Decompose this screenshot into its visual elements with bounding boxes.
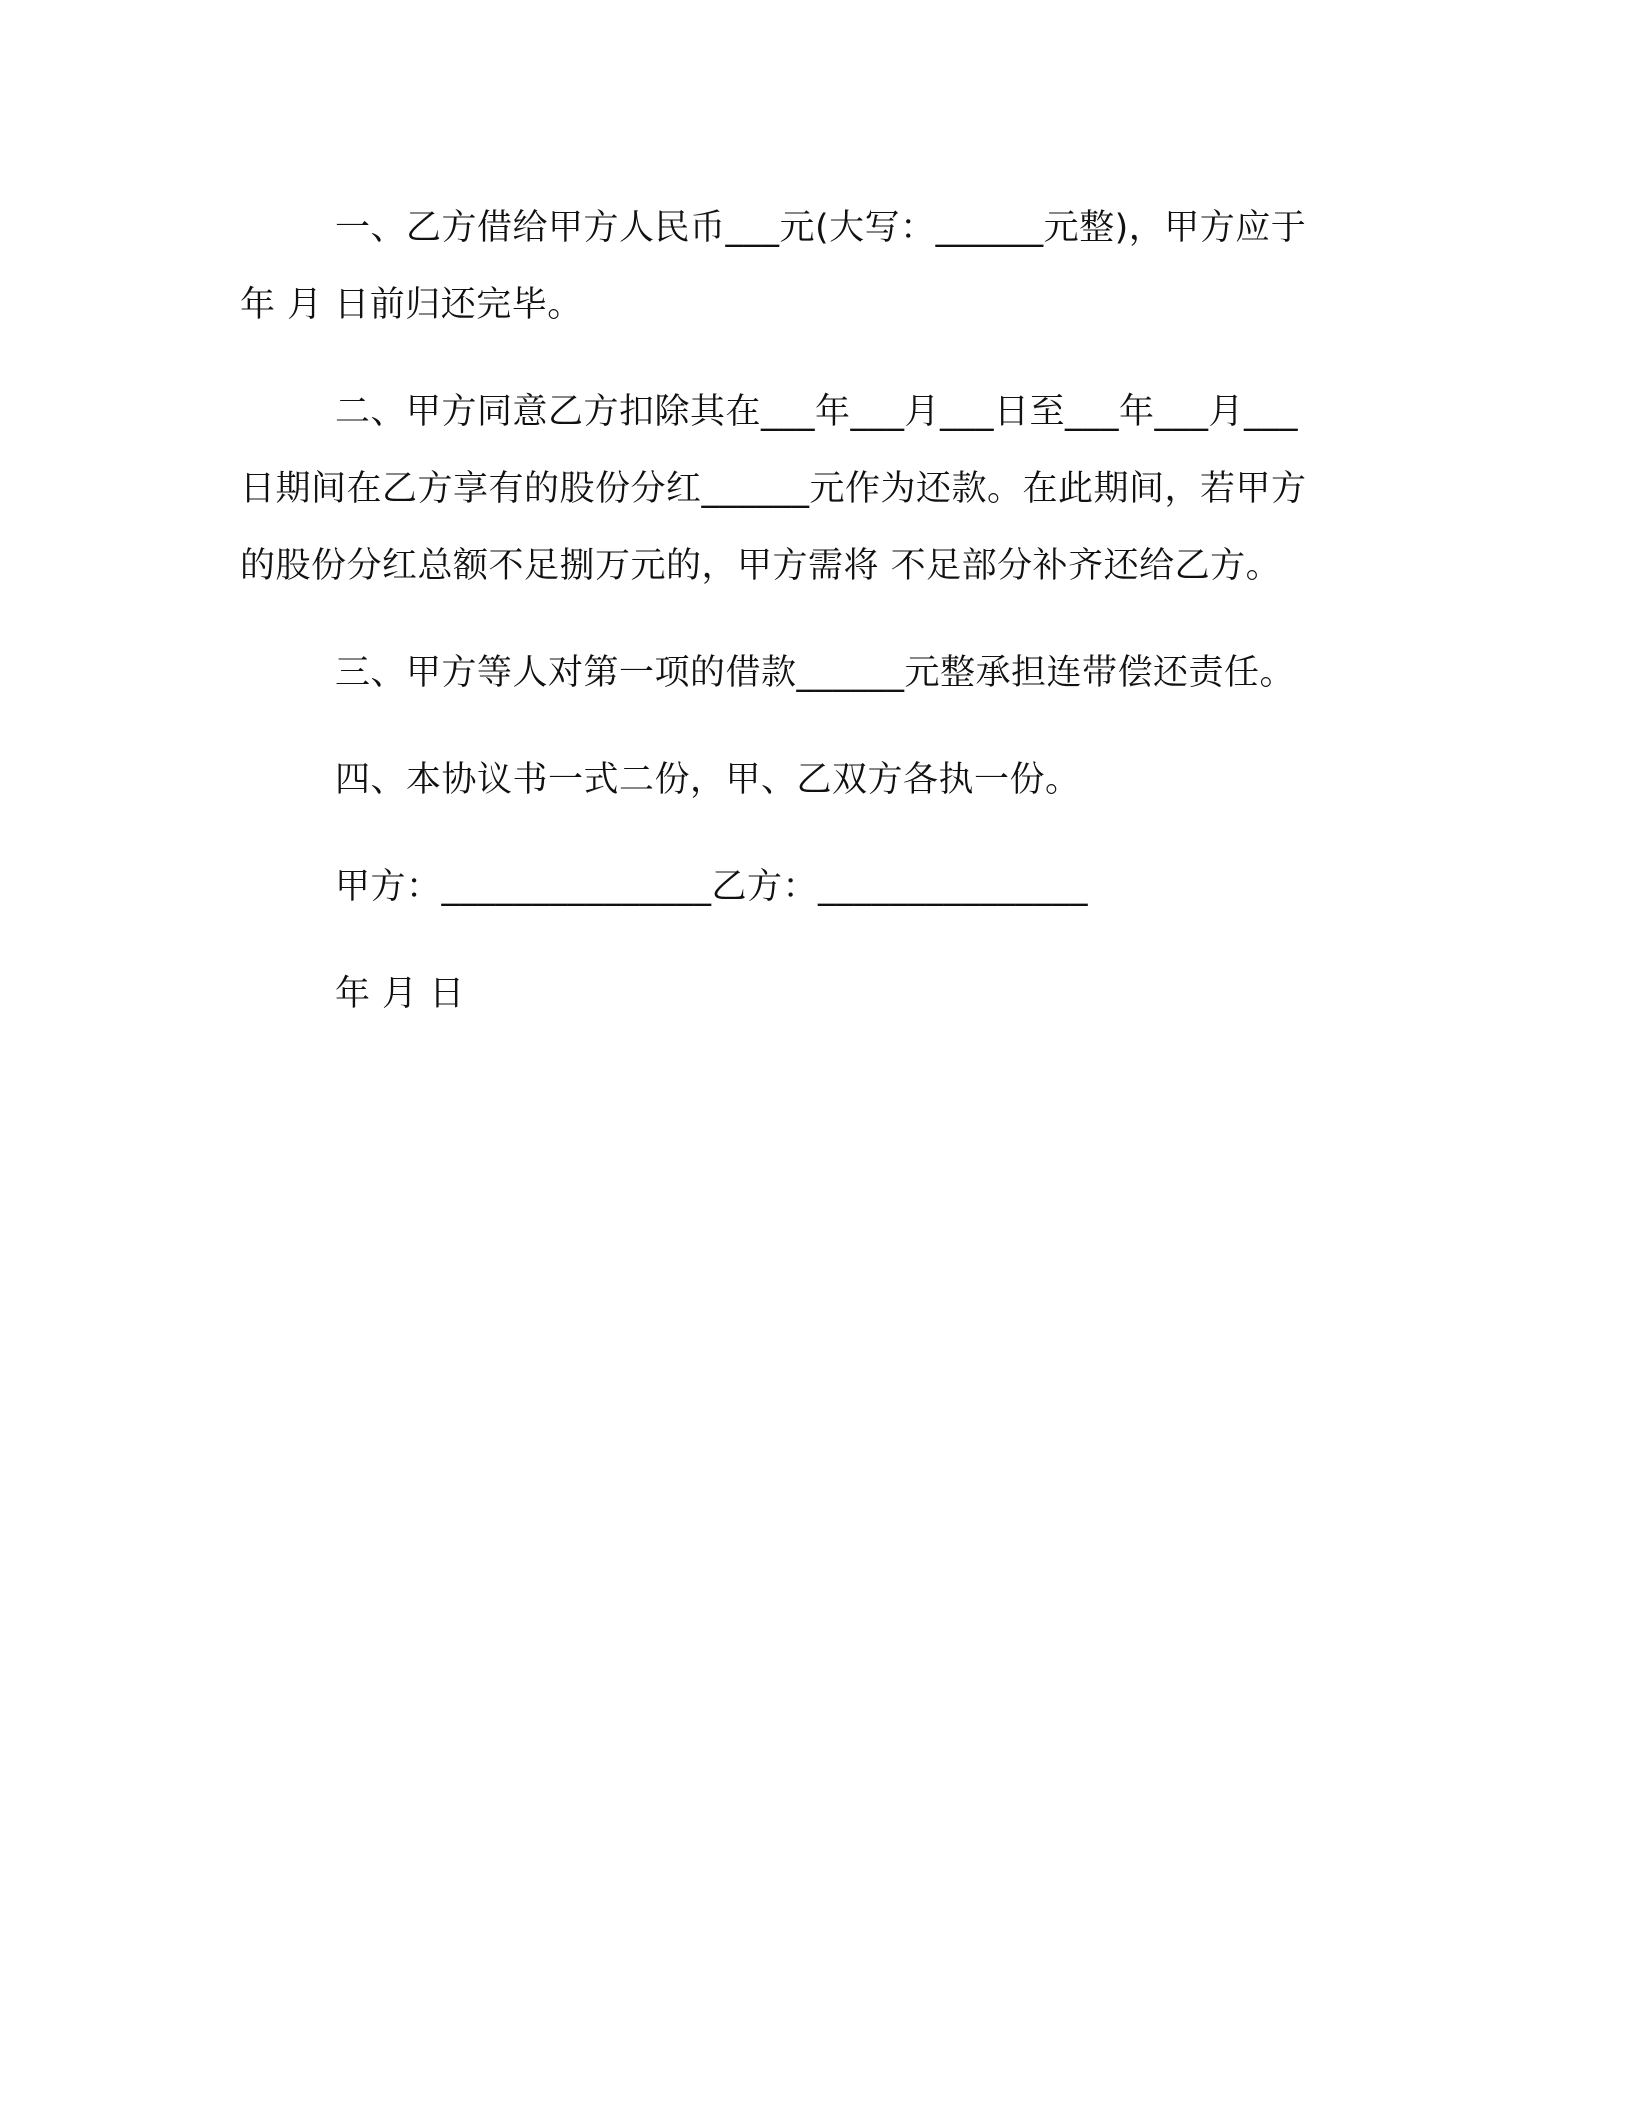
clause-2-line-3: 的股份分红总额不足捌万元的，甲方需将 不足部分补齐还给乙方。 bbox=[240, 546, 1282, 586]
clause-3 bbox=[240, 635, 1380, 712]
clause-2 bbox=[240, 374, 1380, 605]
signature-text: 甲方：_______________乙方：_______________ bbox=[335, 867, 1089, 907]
clause-1-line-2: 年 月 日前归还完毕。 bbox=[240, 285, 583, 325]
date-text: 年 月 日 bbox=[335, 974, 465, 1014]
clause-2-line-2: 日期间在乙方享有的股份分红______元作为还款。在此期间，若甲方 bbox=[240, 469, 1307, 509]
signature-line bbox=[240, 849, 1380, 926]
date-line bbox=[240, 956, 1380, 1033]
clause-1 bbox=[240, 190, 1380, 344]
document-body bbox=[240, 190, 1380, 1063]
clause-4 bbox=[240, 742, 1380, 819]
clause-2-line-1: 二、甲方同意乙方扣除其在___年___月___日至___年___月___ bbox=[335, 392, 1299, 432]
clause-4-text: 四、本协议书一式二份，甲、乙双方各执一份。 bbox=[335, 760, 1081, 800]
clause-3-text: 三、甲方等人对第一项的借款______元整承担连带偿还责任。 bbox=[335, 653, 1296, 693]
clause-1-line-1: 一、乙方借给甲方人民币___元(大写：______元整)，甲方应于 bbox=[335, 208, 1307, 248]
